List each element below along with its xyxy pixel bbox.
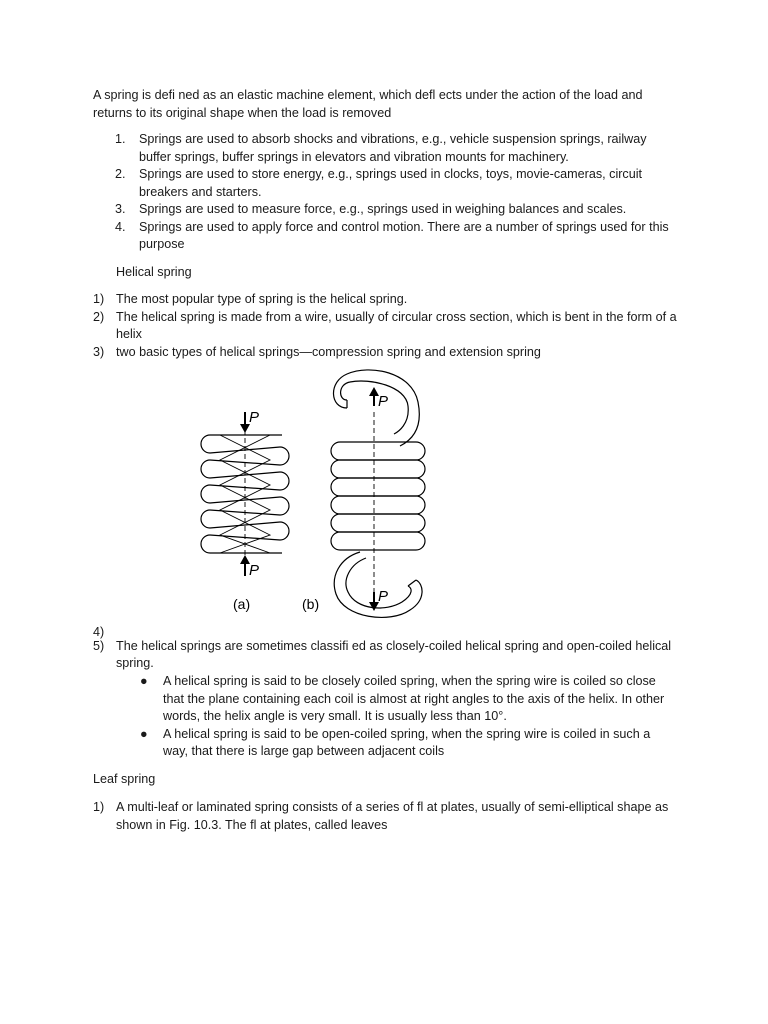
spring-diagram (180, 362, 450, 627)
list-item (115, 166, 675, 201)
leaf-spring-heading: Leaf spring (93, 772, 156, 786)
bullet-icon: ● (140, 674, 148, 688)
list-text: Springs are used to absorb shocks and vibrations, e.g., vehicle suspension springs, railway buffer springs, buffer springs in elevators and vibration mounts for machinery. (139, 132, 647, 164)
list-number: 1) (93, 800, 105, 814)
list-item (115, 201, 675, 219)
list-number: 1) (93, 292, 105, 306)
list-number: 3) (93, 344, 105, 359)
list-text: Springs are used to apply force and control motion. There are a number of springs used for this purpose (139, 219, 669, 251)
list-text: A multi-leaf or laminated spring consists of a series of fl at plates, usually of semi-elliptical shape as shown in Fig. 10.3. The fl at plates, called leaves (116, 800, 669, 832)
list-item (115, 131, 675, 166)
helical-points-list (93, 291, 678, 361)
load-label-bottom-b: P (378, 588, 389, 605)
helical-spring-heading: Helical spring (116, 265, 192, 279)
bullet-text: A helical spring is said to be closely coiled spring, when the spring wire is coiled so close that the plane containing each coil is almost at right angles to the axis of the helix. In other words, the helix angle is very small. It is usually less than 10°. (163, 674, 665, 723)
list-text: The helical spring is made from a wire, usually of circular cross section, which is bent in the form of a helix (116, 309, 677, 341)
figure-label-b: (b) (302, 596, 320, 612)
list-item (93, 638, 678, 673)
leaf-points-list (93, 799, 678, 834)
helical-classification-list (93, 624, 678, 673)
coil-type-bullets (140, 673, 665, 761)
list-number: 1. (115, 132, 126, 146)
bullet-text: A helical spring is said to be open-coiled spring, when the spring wire is coiled in such a way, that there is large gap between adjacent coils (163, 726, 651, 758)
figure-label-a: (a) (233, 596, 251, 612)
list-number: 4. (115, 219, 126, 234)
bullet-item (140, 726, 665, 761)
compression-spring-drawing (201, 430, 289, 560)
list-number: 3. (115, 202, 126, 216)
load-label-top-b: P (378, 393, 389, 410)
load-label-bottom-a: P (249, 562, 260, 579)
list-text: Springs are used to store energy, e.g., springs used in clocks, toys, movie-cameras, circuit breakers and starters. (139, 167, 643, 199)
helical-spring-figure (180, 362, 450, 627)
load-label-top-a: P (249, 409, 260, 426)
list-item (93, 309, 678, 344)
bullet-icon: ● (140, 726, 148, 741)
intro-paragraph: A spring is defi ned as an elastic machine element, which defl ects under the action of the load and returns to its original shape when the load is removed (93, 88, 643, 120)
list-text: Springs are used to measure force, e.g., springs used in weighing balances and scales. (139, 202, 627, 216)
list-item (115, 219, 675, 254)
list-number: 4) (93, 625, 105, 639)
list-number: 2) (93, 309, 105, 324)
list-number: 5) (93, 638, 105, 653)
list-item (93, 291, 678, 309)
list-item (93, 799, 678, 834)
list-item (93, 344, 678, 362)
bullet-item (140, 673, 665, 726)
list-number: 2. (115, 167, 126, 181)
list-text: The helical springs are sometimes classifi ed as closely-coiled helical spring and open-coiled helical spring. (116, 638, 672, 670)
list-text: The most popular type of spring is the helical spring. (116, 292, 408, 306)
list-text: two basic types of helical springs—compression spring and extension spring (116, 344, 541, 359)
spring-uses-list (115, 131, 675, 254)
